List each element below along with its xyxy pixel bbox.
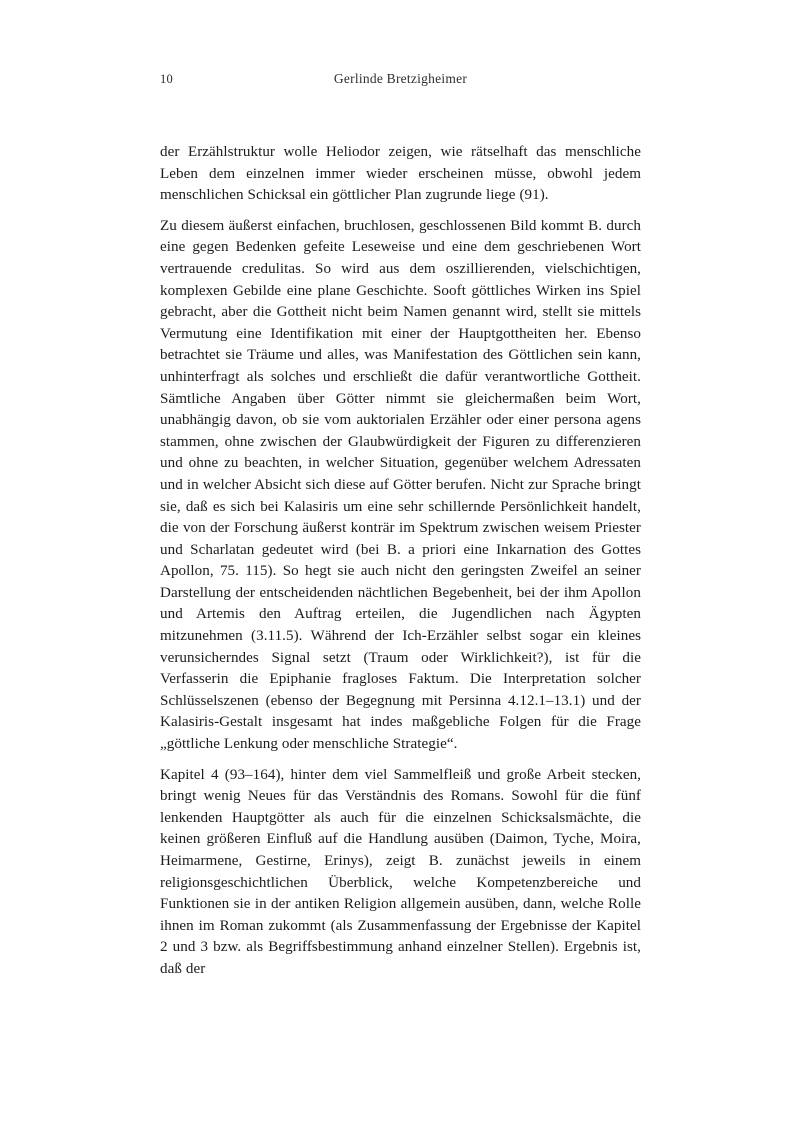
paragraph: der Erzählstruktur wolle Heliodor zeigen, wie rätselhaft das menschliche Leben dem einzelnen immer wieder erscheinen müsse, obwohl jedem menschlichen Schicksal ein göttlicher Plan zugrunde liege (91). xyxy=(160,144,641,204)
page-number: 10 xyxy=(160,72,174,86)
paragraph: Kapitel 4 (93–164), hinter dem viel Sammelfleiß und große Arbeit stecken, bringt wenig Neues für das Verständnis des Romans. Sowohl für die fünf lenkenden Hauptgötter als auch für die einzelnen Schicksalsmächte, die keinen größeren Einfluß auf die Handlung ausüben (Daimon, Tyche, Moira, Heimarmene, Gestirne, Erinys), zeigt B. zunächst jeweils in einem religionsgeschichtlichen Überblick, welche Kompetenzbereiche und Funktionen sie in der antiken Religion allgemein ausüben, dann, welche Rolle ihnen im Roman zukommt (als Zusammenfassung der Ergebnisse der Kapitel 2 und 3 bzw. als Begriffsbestimmung anhand einzelner Stellen). Ergebnis ist, daß der xyxy=(160,766,641,977)
page-header xyxy=(160,70,641,90)
running-head-author: Gerlinde Bretzigheimer xyxy=(333,71,468,86)
paragraph: Zu diesem äußerst einfachen, bruchlosen, geschlossenen Bild kommt B. durch eine gegen Bedenken gefeite Leseweise und eine dem geschriebenen Wort vertrauende credulitas. So wird aus dem oszillierenden, vielschichtigen, komplexen Gebilde eine plane Geschichte. Sooft göttliches Wirken ins Spiel gebracht, aber die Gottheit nicht beim Namen genannt wird, stellt sie mittels Vermutung eine Identifikation mit einer der Hauptgottheiten her. Ebenso betrachtet sie Träume und alles, was Manifestation des Göttlichen sein kann, unhinterfragt als solches und erschließt die dafür verantwortliche Gottheit. Sämtliche Angaben über Götter nimmt sie gleichermaßen beim Wort, unabhängig davon, ob sie vom auktorialen Erzähler oder einer persona agens stammen, ohne zwischen der Glaubwürdigkeit der Figuren zu differenzieren und ohne zu beachten, in welcher Situation, gegenüber welchem Adressaten und in welcher Absicht sich diese auf Götter berufen. Nicht zur Sprache bringt sie, daß es sich bei Kalasiris um eine sehr schillernde Persönlichkeit handelt, die von der Forschung äußerst konträr im Spektrum zwischen weisem Priester und Scharlatan gedeutet wird (bei B. a priori eine Inkarnation des Gottes Apollon, 75. 115). So hegt sie auch nicht den geringsten Zweifel an seiner Darstellung der entscheidenden nächtlichen Begebenheit, bei der ihm Apollon und Artemis den Auftrag erteilen, die Jugendlichen nach Ägypten mitzunehmen (3.11.5). Während der Ich-Erzähler selbst sogar ein kleines verunsicherndes Signal setzt (Traum oder Wirklichkeit?), ist für die Verfasserin die Epiphanie fragloses Faktum. Die Interpretation solcher Schlüsselszenen (ebenso der Begegnung mit Persinna 4.12.1–13.1) und der Kalasiris-Gestalt insgesamt hat indes maßgebliche Folgen für die Frage „göttliche Lenkung oder menschliche Strategie“. xyxy=(160,217,641,753)
body-text-column xyxy=(160,142,641,981)
